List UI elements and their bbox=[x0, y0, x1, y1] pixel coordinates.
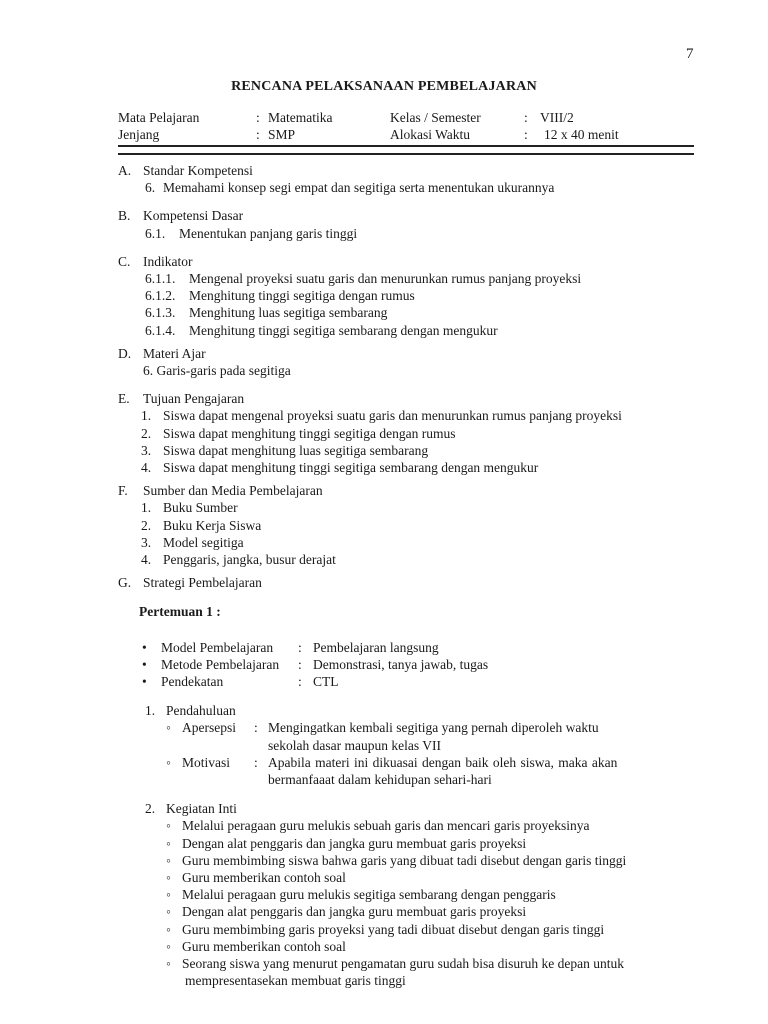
item-text: Menghitung luas segitiga sembarang bbox=[189, 305, 388, 321]
bullet-icon: • bbox=[142, 674, 147, 690]
activity-item bbox=[118, 835, 694, 852]
circle-bullet-icon: ◦ bbox=[166, 852, 171, 868]
circle-bullet-icon: ◦ bbox=[166, 921, 171, 937]
circle-bullet-icon: ◦ bbox=[166, 956, 171, 972]
strategy-value: Pembelajaran langsung bbox=[313, 639, 439, 655]
item-text: Menentukan panjang garis tinggi bbox=[179, 225, 358, 241]
item-number: 1. bbox=[141, 408, 152, 424]
colon: : bbox=[298, 674, 302, 690]
colon: : bbox=[298, 639, 302, 655]
meta-label: Jenjang bbox=[118, 127, 160, 142]
motivasi-row bbox=[118, 754, 694, 788]
strategy-row bbox=[118, 656, 694, 673]
item-number: 2. bbox=[141, 517, 152, 533]
item-text: Buku Sumber bbox=[163, 500, 238, 516]
section-standar-kompetensi bbox=[118, 162, 694, 196]
activity-text: Seorang siswa yang menurut pengamatan guru sudah bisa disuruh ke depan untuk bbox=[182, 956, 625, 972]
activity-item bbox=[118, 921, 694, 938]
apersepsi-line-2: sekolah dasar maupun kelas VII bbox=[268, 737, 441, 753]
item-text: Menghitung tinggi segitiga dengan rumus bbox=[189, 288, 415, 304]
page-number: 7 bbox=[686, 46, 694, 62]
item-text: Model segitiga bbox=[163, 534, 244, 550]
item-text: Pendahuluan bbox=[166, 703, 236, 719]
item-number: 6.1.3. bbox=[145, 305, 176, 321]
section-heading: Sumber dan Media Pembelajaran bbox=[143, 483, 323, 499]
section-kompetensi-dasar bbox=[118, 207, 694, 241]
double-rule-divider bbox=[118, 145, 694, 155]
activity-text: Melalui peragaan guru melukis sebuah garis dan mencari garis proyeksinya bbox=[182, 818, 590, 834]
section-letter: F. bbox=[118, 483, 128, 499]
kegiatan-inti-heading bbox=[118, 800, 694, 817]
activity-item bbox=[118, 869, 694, 886]
section-sumber-media bbox=[118, 482, 694, 568]
item-text: Siswa dapat menghitung luas segitiga sembarang bbox=[163, 442, 429, 458]
activity-text: Dengan alat penggaris dan jangka guru membuat garis proyeksi bbox=[182, 835, 527, 851]
section-materi-ajar bbox=[118, 345, 694, 379]
meta-value: Matematika bbox=[268, 110, 333, 125]
document-title: RENCANA PELAKSANAAN PEMBELAJARAN bbox=[231, 79, 537, 94]
item-number: 6.1. bbox=[145, 225, 166, 241]
item-text: Siswa dapat menghitung tinggi segitiga dengan rumus bbox=[163, 425, 456, 441]
item-number: 2. bbox=[145, 801, 156, 817]
item-text: Menghitung tinggi segitiga sembarang dengan mengukur bbox=[189, 322, 498, 338]
section-heading: Kompetensi Dasar bbox=[143, 208, 244, 224]
item-number: 3. bbox=[141, 442, 152, 458]
bullet-icon: • bbox=[142, 656, 147, 672]
item-text: Kegiatan Inti bbox=[166, 801, 237, 817]
section-heading: Standar Kompetensi bbox=[143, 163, 253, 178]
meta-label: Alokasi Waktu bbox=[390, 127, 471, 142]
item-number: 6.1.2. bbox=[145, 288, 176, 304]
bullet-icon: • bbox=[142, 639, 147, 655]
circle-bullet-icon: ◦ bbox=[166, 938, 171, 954]
meta-colon: : bbox=[256, 110, 260, 125]
section-tujuan-pengajaran bbox=[118, 390, 694, 476]
meeting-title: Pertemuan 1 : bbox=[139, 604, 221, 620]
apersepsi-key: Apersepsi bbox=[182, 720, 236, 736]
colon: : bbox=[254, 754, 258, 770]
strategy-row bbox=[118, 673, 694, 690]
item-text: 6. Garis-garis pada segitiga bbox=[143, 363, 291, 379]
item-text: Siswa dapat mengenal proyeksi suatu garis dan menurunkan rumus panjang proyeksi bbox=[163, 408, 622, 424]
meta-label: Mata Pelajaran bbox=[118, 110, 200, 125]
circle-bullet-icon: ◦ bbox=[166, 870, 171, 886]
activity-item bbox=[118, 903, 694, 920]
activity-text: Guru memberikan contoh soal bbox=[182, 938, 346, 954]
circle-bullet-icon: ◦ bbox=[166, 835, 171, 851]
circle-bullet-icon: ◦ bbox=[166, 904, 171, 920]
activity-item-continued: mempresentasekan membuat garis tinggi bbox=[185, 973, 406, 989]
section-letter: C. bbox=[118, 253, 131, 269]
item-number: 4. bbox=[141, 552, 152, 568]
meta-value: VIII/2 bbox=[540, 110, 574, 125]
item-text: Mengenal proyeksi suatu garis dan menurunkan rumus panjang proyeksi bbox=[189, 271, 582, 287]
item-number: 3. bbox=[141, 534, 152, 550]
activity-text: Guru memberikan contoh soal bbox=[182, 870, 346, 886]
activity-item bbox=[118, 817, 694, 834]
colon: : bbox=[298, 656, 302, 672]
strategy-value: Demonstrasi, tanya jawab, tugas bbox=[313, 656, 489, 672]
activity-item bbox=[118, 938, 694, 955]
item-number: 6.1.4. bbox=[145, 322, 176, 338]
strategy-value: CTL bbox=[313, 674, 339, 690]
activity-item bbox=[118, 852, 694, 869]
section-letter: G. bbox=[118, 575, 132, 591]
section-heading: Tujuan Pengajaran bbox=[143, 391, 245, 407]
meta-colon: : bbox=[524, 127, 528, 142]
activity-item bbox=[118, 955, 694, 972]
section-heading: Strategi Pembelajaran bbox=[143, 575, 262, 591]
pendahuluan-heading bbox=[118, 702, 694, 719]
activity-text: Melalui peragaan guru melukis segitiga sembarang dengan penggaris bbox=[182, 887, 556, 903]
item-number: 1. bbox=[145, 703, 156, 719]
meta-value: SMP bbox=[268, 127, 296, 142]
section-indikator bbox=[118, 253, 694, 339]
meta-label: Kelas / Semester bbox=[390, 110, 481, 125]
item-text: Siswa dapat menghitung tinggi segitiga sembarang dengan mengukur bbox=[163, 460, 539, 476]
item-number: 6. bbox=[145, 180, 156, 196]
meta-colon: : bbox=[524, 110, 528, 125]
section-letter: E. bbox=[118, 391, 130, 407]
item-text: Memahami konsep segi empat dan segitiga serta menentukan ukurannya bbox=[163, 180, 555, 196]
activity-text: Dengan alat penggaris dan jangka guru membuat garis proyeksi bbox=[182, 904, 527, 920]
colon: : bbox=[254, 720, 258, 736]
meta-value: 12 x 40 menit bbox=[544, 127, 619, 142]
motivasi-line-1: Apabila materi ini dikuasai dengan baik oleh siswa, maka akan bbox=[268, 754, 618, 770]
item-number: 1. bbox=[141, 500, 152, 516]
circle-bullet-icon: ◦ bbox=[166, 818, 171, 834]
section-heading: Materi Ajar bbox=[143, 345, 206, 361]
section-letter: B. bbox=[118, 208, 131, 224]
strategy-key: Model Pembelajaran bbox=[161, 639, 274, 655]
apersepsi-line-1: Mengingatkan kembali segitiga yang pernah diperoleh waktu bbox=[268, 720, 599, 736]
motivasi-key: Motivasi bbox=[182, 754, 231, 770]
circle-bullet-icon: ◦ bbox=[166, 754, 171, 770]
section-letter: A. bbox=[118, 163, 132, 178]
activity-text: Guru membimbing garis proyeksi yang tadi dibuat disebut dengan garis tinggi bbox=[182, 921, 605, 937]
activity-item bbox=[118, 886, 694, 903]
item-number: 4. bbox=[141, 460, 152, 476]
section-heading: Indikator bbox=[143, 253, 193, 269]
apersepsi-row bbox=[118, 719, 694, 753]
strategy-key: Metode Pembelajaran bbox=[161, 656, 280, 672]
meta-colon: : bbox=[256, 127, 260, 142]
circle-bullet-icon: ◦ bbox=[166, 720, 171, 736]
item-number: 2. bbox=[141, 425, 152, 441]
strategy-key: Pendekatan bbox=[161, 674, 224, 690]
motivasi-line-2: bermanfaaat dalam kehidupan sehari-hari bbox=[268, 772, 492, 788]
section-letter: D. bbox=[118, 345, 132, 361]
strategy-row bbox=[118, 639, 694, 656]
item-text: Penggaris, jangka, busur derajat bbox=[163, 552, 336, 568]
item-text: Buku Kerja Siswa bbox=[163, 517, 262, 533]
section-strategi bbox=[118, 574, 694, 591]
item-number: 6.1.1. bbox=[145, 271, 176, 287]
activity-text: Guru membimbing siswa bahwa garis yang dibuat tadi disebut dengan garis tinggi bbox=[182, 852, 627, 868]
document-body bbox=[118, 162, 694, 989]
circle-bullet-icon: ◦ bbox=[166, 887, 171, 903]
